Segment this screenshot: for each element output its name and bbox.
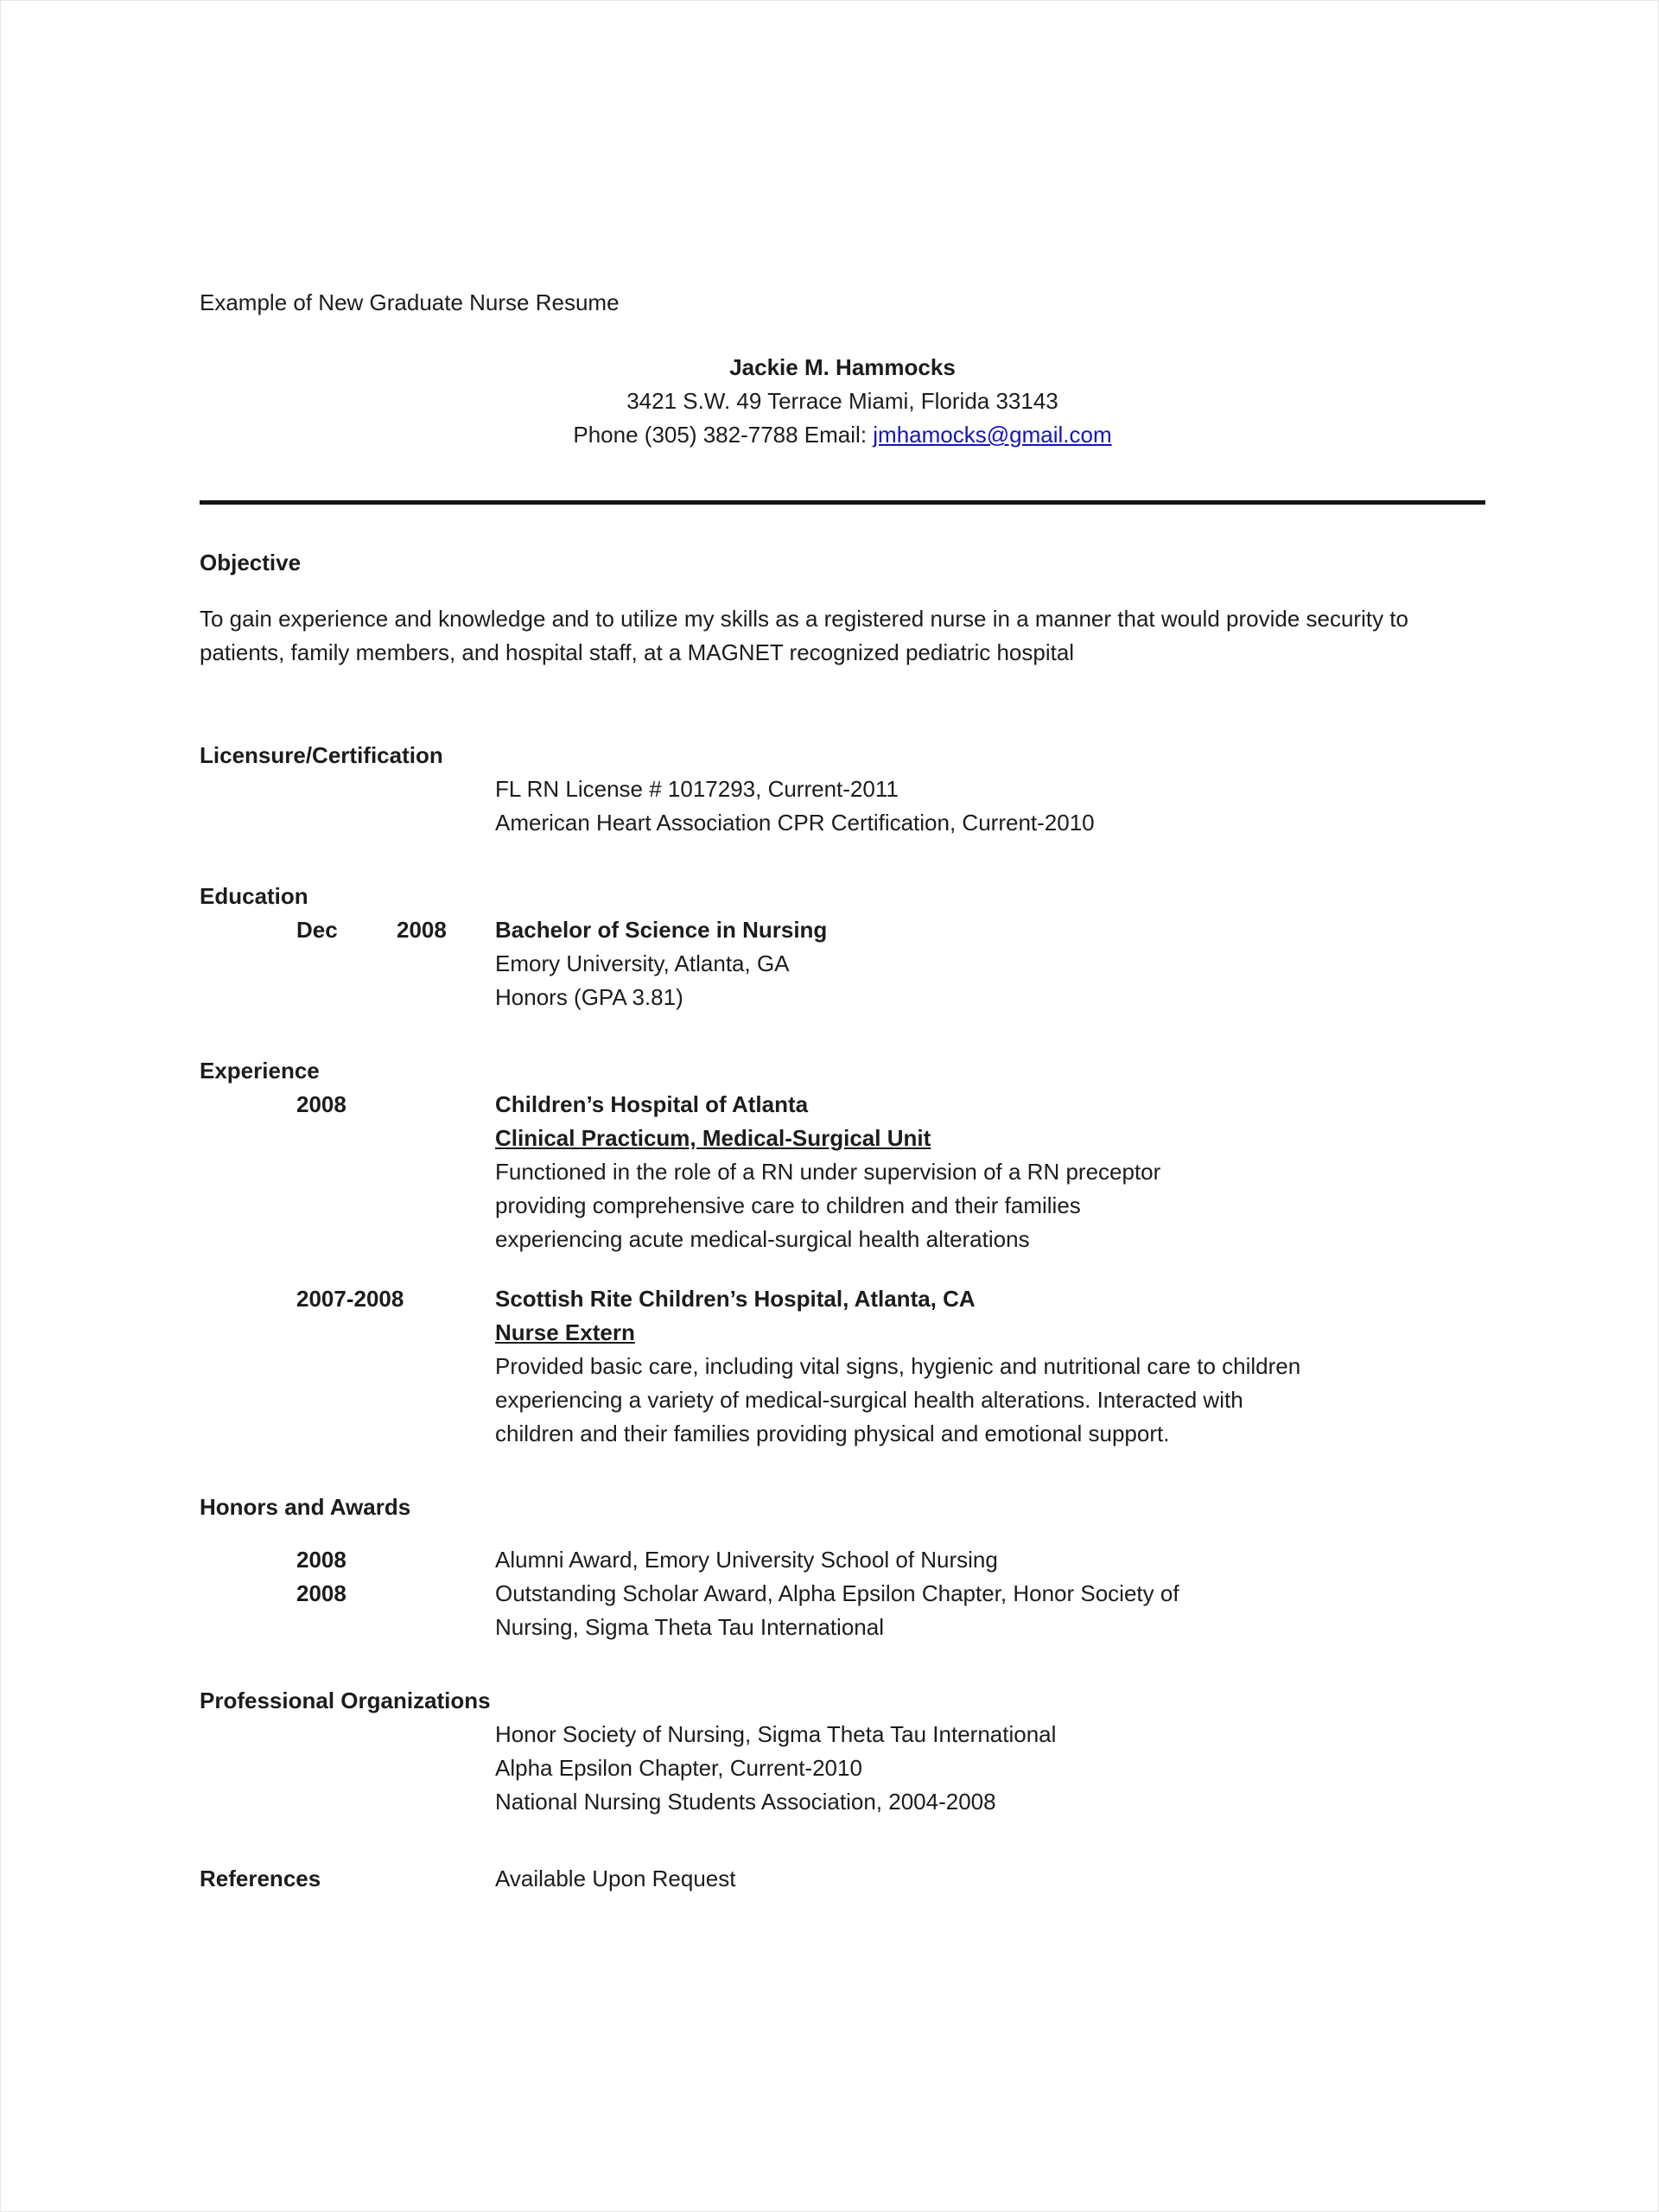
organizations-heading: Professional Organizations: [200, 1688, 491, 1713]
experience-entry: [200, 1088, 1485, 1256]
organizations-list: [495, 1718, 1485, 1819]
email-link[interactable]: jmhamocks@gmail.com: [873, 422, 1112, 448]
header-divider: [200, 500, 1485, 505]
honors-entry: [200, 1543, 1485, 1577]
licensure-items: [495, 772, 1485, 840]
contact-header: [200, 351, 1485, 452]
experience-dates: 2008: [296, 1091, 346, 1117]
experience-description: Functioned in the role of a RN under supervision of a RN preceptor providing comprehensive care to children and their families experiencing acute medical-surgical health alterations: [495, 1159, 1161, 1252]
education-month: Dec: [296, 917, 338, 943]
honors-entry: [200, 1577, 1485, 1644]
references-text: Available Upon Request: [495, 1866, 736, 1891]
honors-list: [200, 1543, 1485, 1644]
education-degree: Bachelor of Science in Nursing: [495, 917, 828, 943]
licensure-item: American Heart Association CPR Certification, Current-2010: [495, 810, 1095, 836]
experience-title: Clinical Practicum, Medical-Surgical Unit: [495, 1125, 931, 1151]
candidate-name: Jackie M. Hammocks: [729, 354, 956, 380]
education-date: [200, 913, 495, 947]
section-experience: [200, 1054, 1485, 1451]
licensure-item: FL RN License # 1017293, Current-2011: [495, 776, 899, 802]
section-honors-awards: [200, 1491, 1485, 1644]
section-licensure: [200, 739, 1485, 840]
candidate-phone-email: [200, 418, 1485, 452]
education-details: [495, 913, 1485, 1014]
experience-entry: [200, 1282, 1485, 1451]
section-objective: [200, 546, 1485, 670]
education-school: Emory University, Atlanta, GA: [495, 950, 790, 976]
experience-heading: Experience: [200, 1058, 320, 1084]
organization-item: Honor Society of Nursing, Sigma Theta Tau International: [495, 1721, 1057, 1747]
education-year: 2008: [397, 917, 447, 943]
experience-title: Nurse Extern: [495, 1319, 635, 1345]
honors-year: 2008: [296, 1580, 346, 1606]
experience-description: Provided basic care, including vital signs, hygienic and nutritional care to children experiencing a variety of medical-surgical health alterations. Interacted with children and their families providing physical and emotional support.: [495, 1353, 1301, 1446]
honors-year: 2008: [296, 1547, 346, 1573]
organization-item: Alpha Epsilon Chapter, Current-2010: [495, 1755, 862, 1781]
experience-details: [495, 1088, 1485, 1256]
education-heading: Education: [200, 883, 308, 909]
education-honors: Honors (GPA 3.81): [495, 984, 683, 1010]
section-references: [200, 1862, 1485, 1896]
objective-text: To gain experience and knowledge and to utilize my skills as a registered nurse in a manner that would provide security to patients, family members, and hospital staff, at a MAGNET recognized pediatric hospital: [200, 606, 1408, 665]
references-heading: References: [200, 1866, 321, 1891]
licensure-heading: Licensure/Certification: [200, 742, 443, 768]
experience-employer: Scottish Rite Children’s Hospital, Atlanta, CA: [495, 1286, 976, 1312]
experience-employer: Children’s Hospital of Atlanta: [495, 1091, 809, 1117]
experience-details: [495, 1282, 1485, 1451]
section-education: [200, 880, 1485, 1014]
honors-text: Alumni Award, Emory University School of Nursing: [495, 1547, 998, 1573]
document-note: Example of New Graduate Nurse Resume: [200, 289, 620, 315]
candidate-address: 3421 S.W. 49 Terrace Miami, Florida 33143: [626, 388, 1058, 414]
honors-heading: Honors and Awards: [200, 1494, 411, 1520]
organization-item: National Nursing Students Association, 2004-2008: [495, 1789, 996, 1815]
phone-email-text: Phone (305) 382-7788 Email:: [573, 422, 868, 448]
experience-dates: 2007-2008: [296, 1286, 404, 1312]
honors-text: Outstanding Scholar Award, Alpha Epsilon Chapter, Honor Society of Nursing, Sigma Theta Tau International: [495, 1580, 1179, 1640]
objective-heading: Objective: [200, 550, 302, 575]
education-entry: [200, 913, 1485, 1014]
section-professional-organizations: [200, 1684, 1485, 1819]
